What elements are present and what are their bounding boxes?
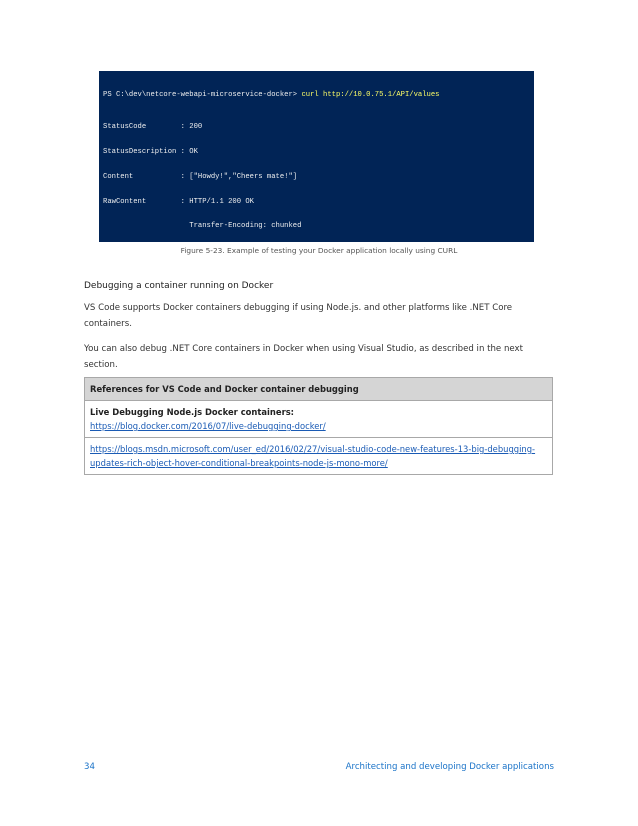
terminal-prompt: PS C:\dev\netcore-webapi-microservice-docker> bbox=[103, 90, 298, 99]
table-cell bbox=[85, 401, 553, 438]
figure-caption: Figure 5-23. Example of testing your Docker application locally using CURL bbox=[180, 246, 458, 255]
table-row bbox=[85, 401, 553, 438]
powershell-terminal-screenshot bbox=[99, 71, 534, 242]
table-cell bbox=[85, 438, 553, 475]
reference-link-msdn-blog[interactable]: https://blogs.msdn.microsoft.com/user_ed/2016/02/27/visual-studio-code-new-features-13-big-debugging-updates-rich-object-hover-conditional-breakpoints-node-js-mono-more/ bbox=[90, 444, 536, 468]
terminal-command: curl http://10.0.75.1/API/values bbox=[301, 90, 440, 99]
terminal-line: StatusDescription : OK bbox=[103, 148, 198, 156]
table-header-cell: References for VS Code and Docker container debugging bbox=[85, 378, 553, 401]
references-table bbox=[84, 377, 553, 475]
table-row bbox=[85, 438, 553, 475]
page-number: 34 bbox=[84, 762, 95, 772]
reference-title: Live Debugging Node.js Docker containers: bbox=[90, 407, 295, 417]
terminal-line: Transfer-Encoding: chunked bbox=[103, 222, 302, 231]
footer-title: Architecting and developing Docker applications bbox=[345, 762, 554, 772]
paragraph: You can also debug .NET Core containers in Docker when using Visual Studio, as described in the next section. bbox=[84, 344, 523, 370]
table-header-row bbox=[85, 378, 553, 401]
terminal-prompt-line bbox=[103, 91, 530, 99]
terminal-line: RawContent : HTTP/1.1 200 OK bbox=[103, 197, 254, 206]
terminal-line: Content : ["Howdy!","Cheers mate!"] bbox=[103, 172, 298, 181]
section-heading: Debugging a container running on Docker bbox=[84, 281, 274, 291]
paragraph: VS Code supports Docker containers debugging if using Node.js. and other platforms like .NET Core containers. bbox=[84, 303, 513, 329]
terminal-line: StatusCode : 200 bbox=[103, 123, 203, 132]
reference-link-docker-blog[interactable]: https://blog.docker.com/2016/07/live-debugging-docker/ bbox=[90, 421, 326, 431]
